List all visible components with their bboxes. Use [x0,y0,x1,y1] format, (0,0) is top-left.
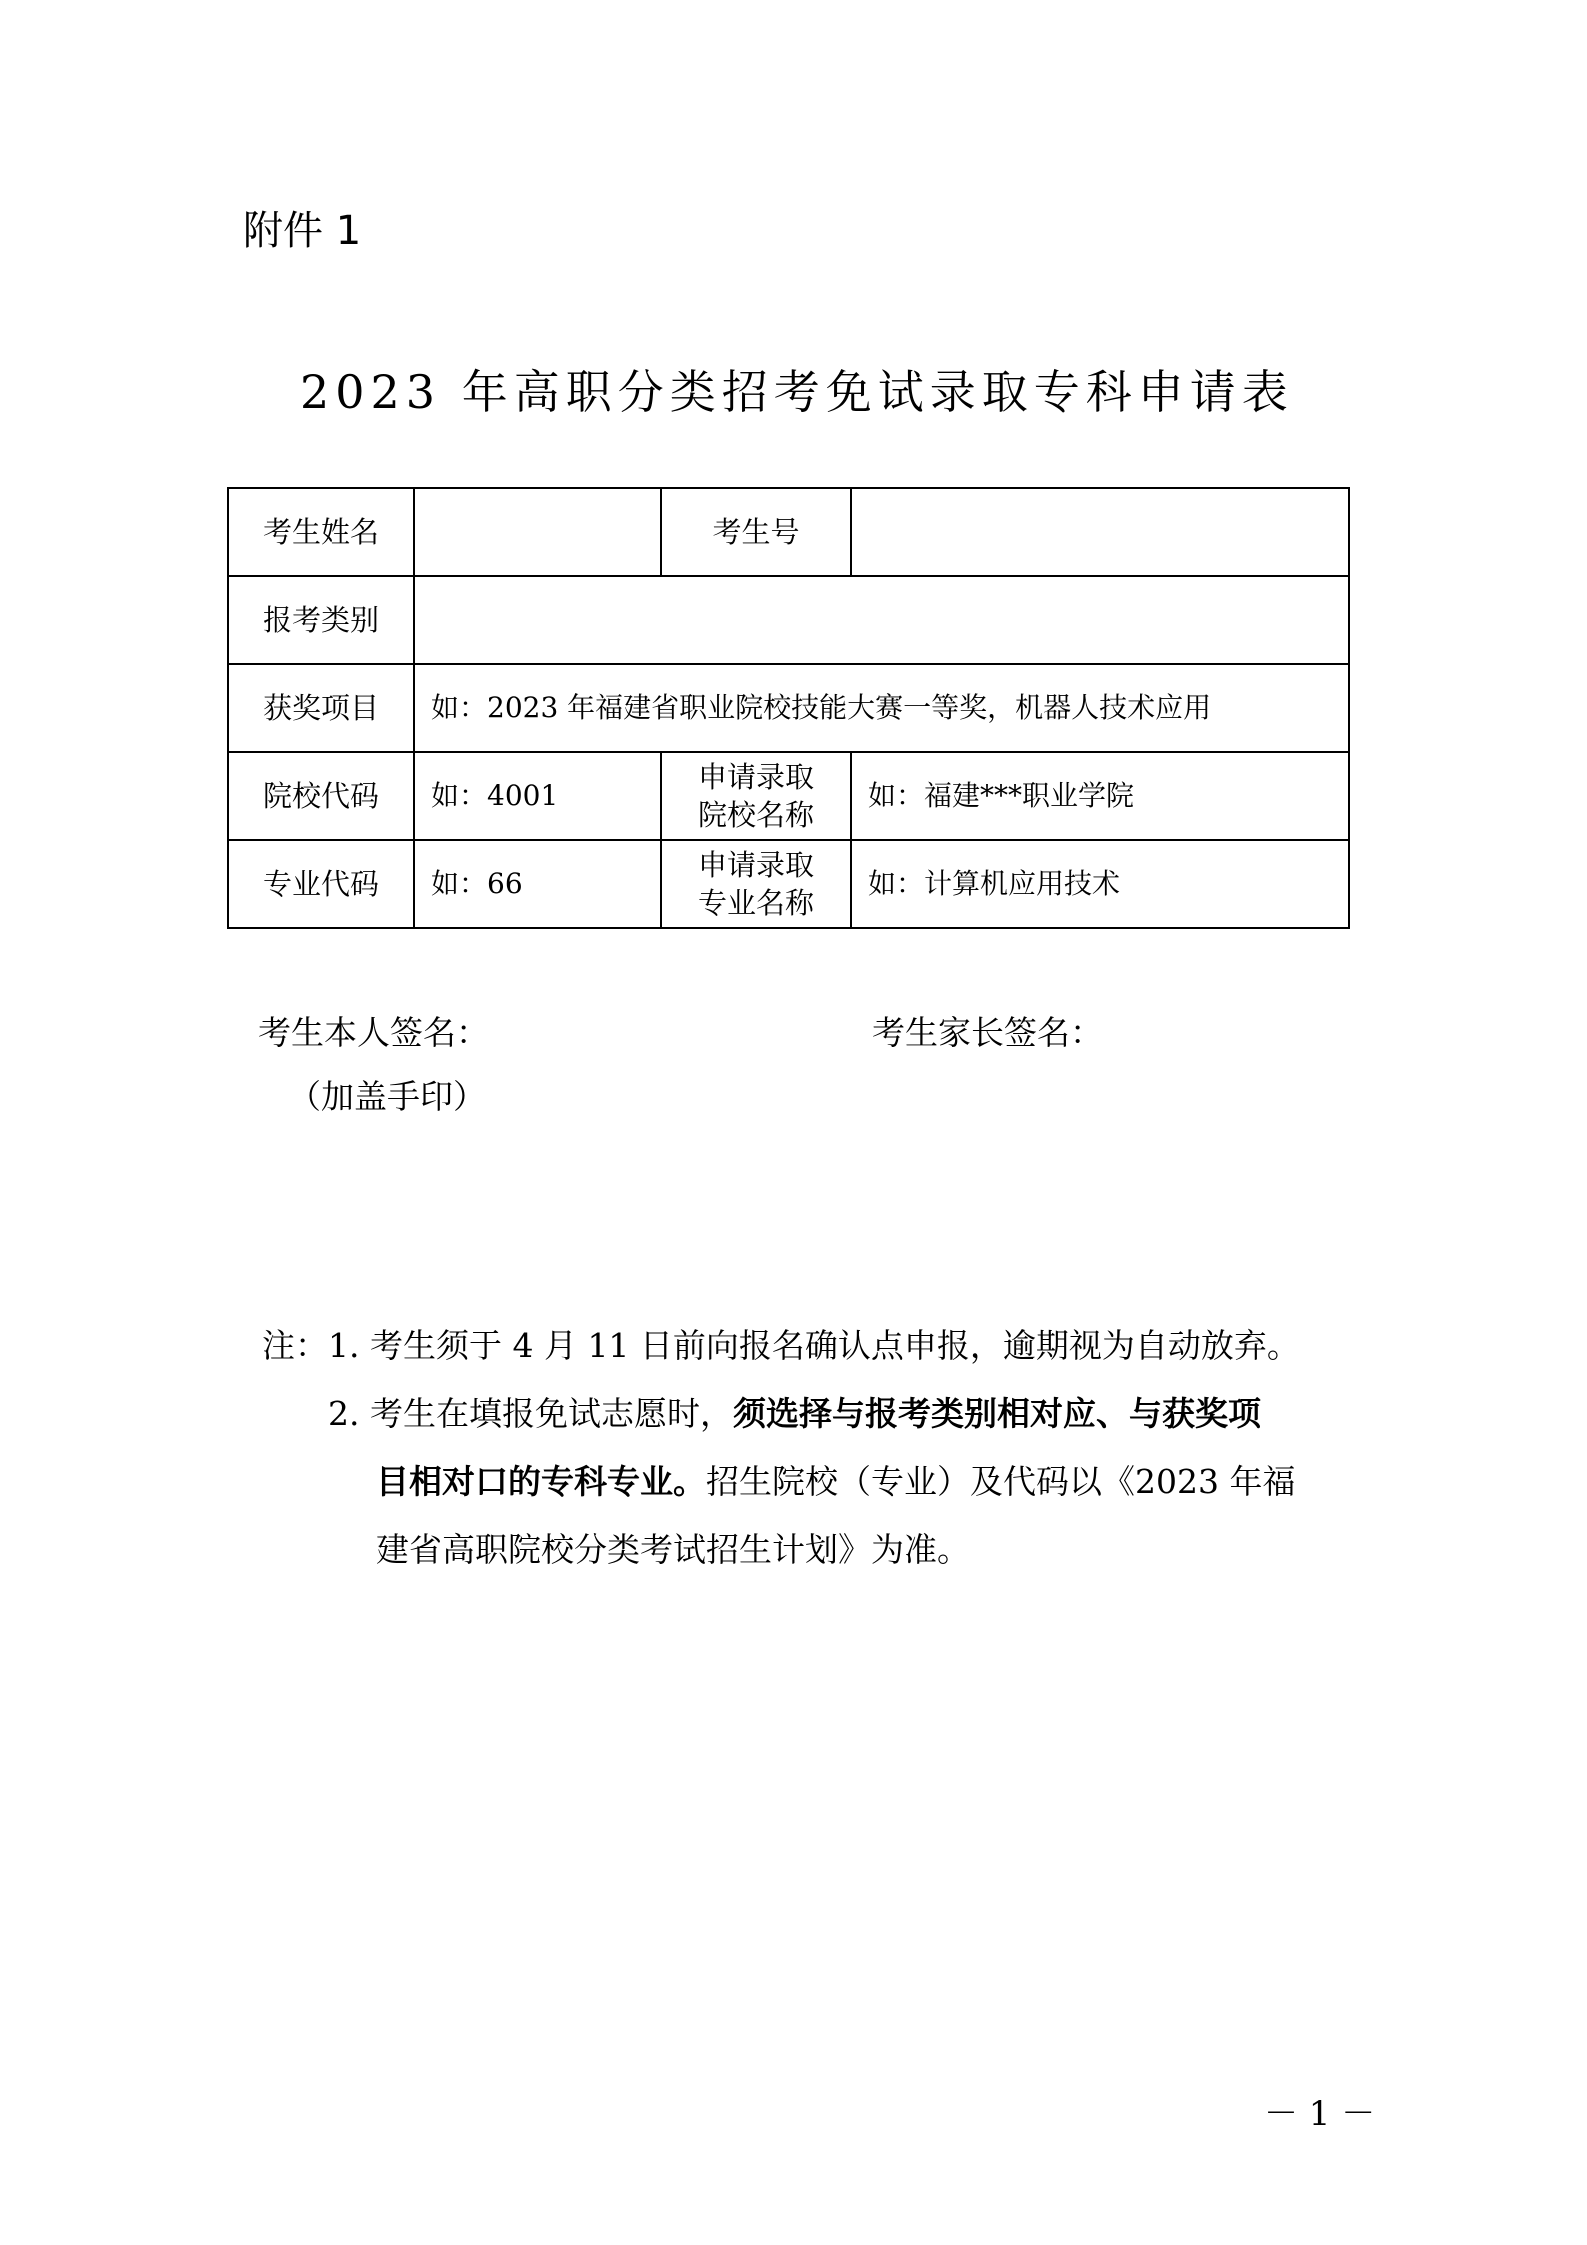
thumbprint-note: （加盖手印） [288,1077,486,1116]
school-name-field[interactable]: 如：福建***职业学院 [851,752,1349,840]
school-code-label: 院校代码 [228,752,414,840]
school-name-label-line2: 院校名称 [697,798,814,832]
exam-number-field[interactable] [851,488,1349,576]
student-name-label: 考生姓名 [228,488,414,576]
table-row [228,664,1349,752]
major-name-label [661,840,851,928]
application-form-table [227,487,1350,929]
note-2-line-1 [328,1380,1261,1448]
table-row [228,488,1349,576]
notes-prefix: 注： [262,1326,328,1365]
major-name-label-line2: 专业名称 [697,886,814,920]
note-1 [262,1312,1300,1380]
student-name-field[interactable] [414,488,661,576]
award-label: 获奖项目 [228,664,414,752]
note-2-line-2 [376,1448,1295,1516]
major-name-field[interactable]: 如：计算机应用技术 [851,840,1349,928]
category-label: 报考类别 [228,576,414,664]
note-2-text-bold-continued: 目相对口的专科专业。 [376,1462,706,1501]
page-title: 2023 年高职分类招考免试录取专科申请表 [300,365,1294,419]
note-2-text-normal-continued: 招生院校（专业）及代码以《2023 年福 [706,1462,1296,1501]
school-code-field[interactable]: 如：4001 [414,752,661,840]
major-code-label: 专业代码 [228,840,414,928]
category-field[interactable] [414,576,1349,664]
school-name-label-line1: 申请录取 [697,760,814,794]
student-signature-label: 考生本人签名： [258,1013,489,1052]
parent-signature-label: 考生家长签名： [872,1013,1103,1052]
note-1-text: 1. 考生须于 4 月 11 日前向报名确认点申报，逾期视为自动放弃。 [328,1326,1300,1365]
page-number: － 1 － [1264,2094,1376,2134]
table-row [228,752,1349,840]
note-2-line-3: 建省高职院校分类考试招生计划》为准。 [376,1530,970,1569]
note-2-text-bold: 须选择与报考类别相对应、与获奖项 [732,1394,1261,1433]
exam-number-label: 考生号 [661,488,851,576]
attachment-label: 附件 1 [243,208,362,254]
table-row [228,840,1349,928]
major-name-label-line1: 申请录取 [697,848,814,882]
major-code-field[interactable]: 如：66 [414,840,661,928]
table-row [228,576,1349,664]
note-2-text-normal: 2. 考生在填报免试志愿时， [328,1394,733,1433]
school-name-label [661,752,851,840]
award-field[interactable]: 如：2023 年福建省职业院校技能大赛一等奖，机器人技术应用 [414,664,1349,752]
